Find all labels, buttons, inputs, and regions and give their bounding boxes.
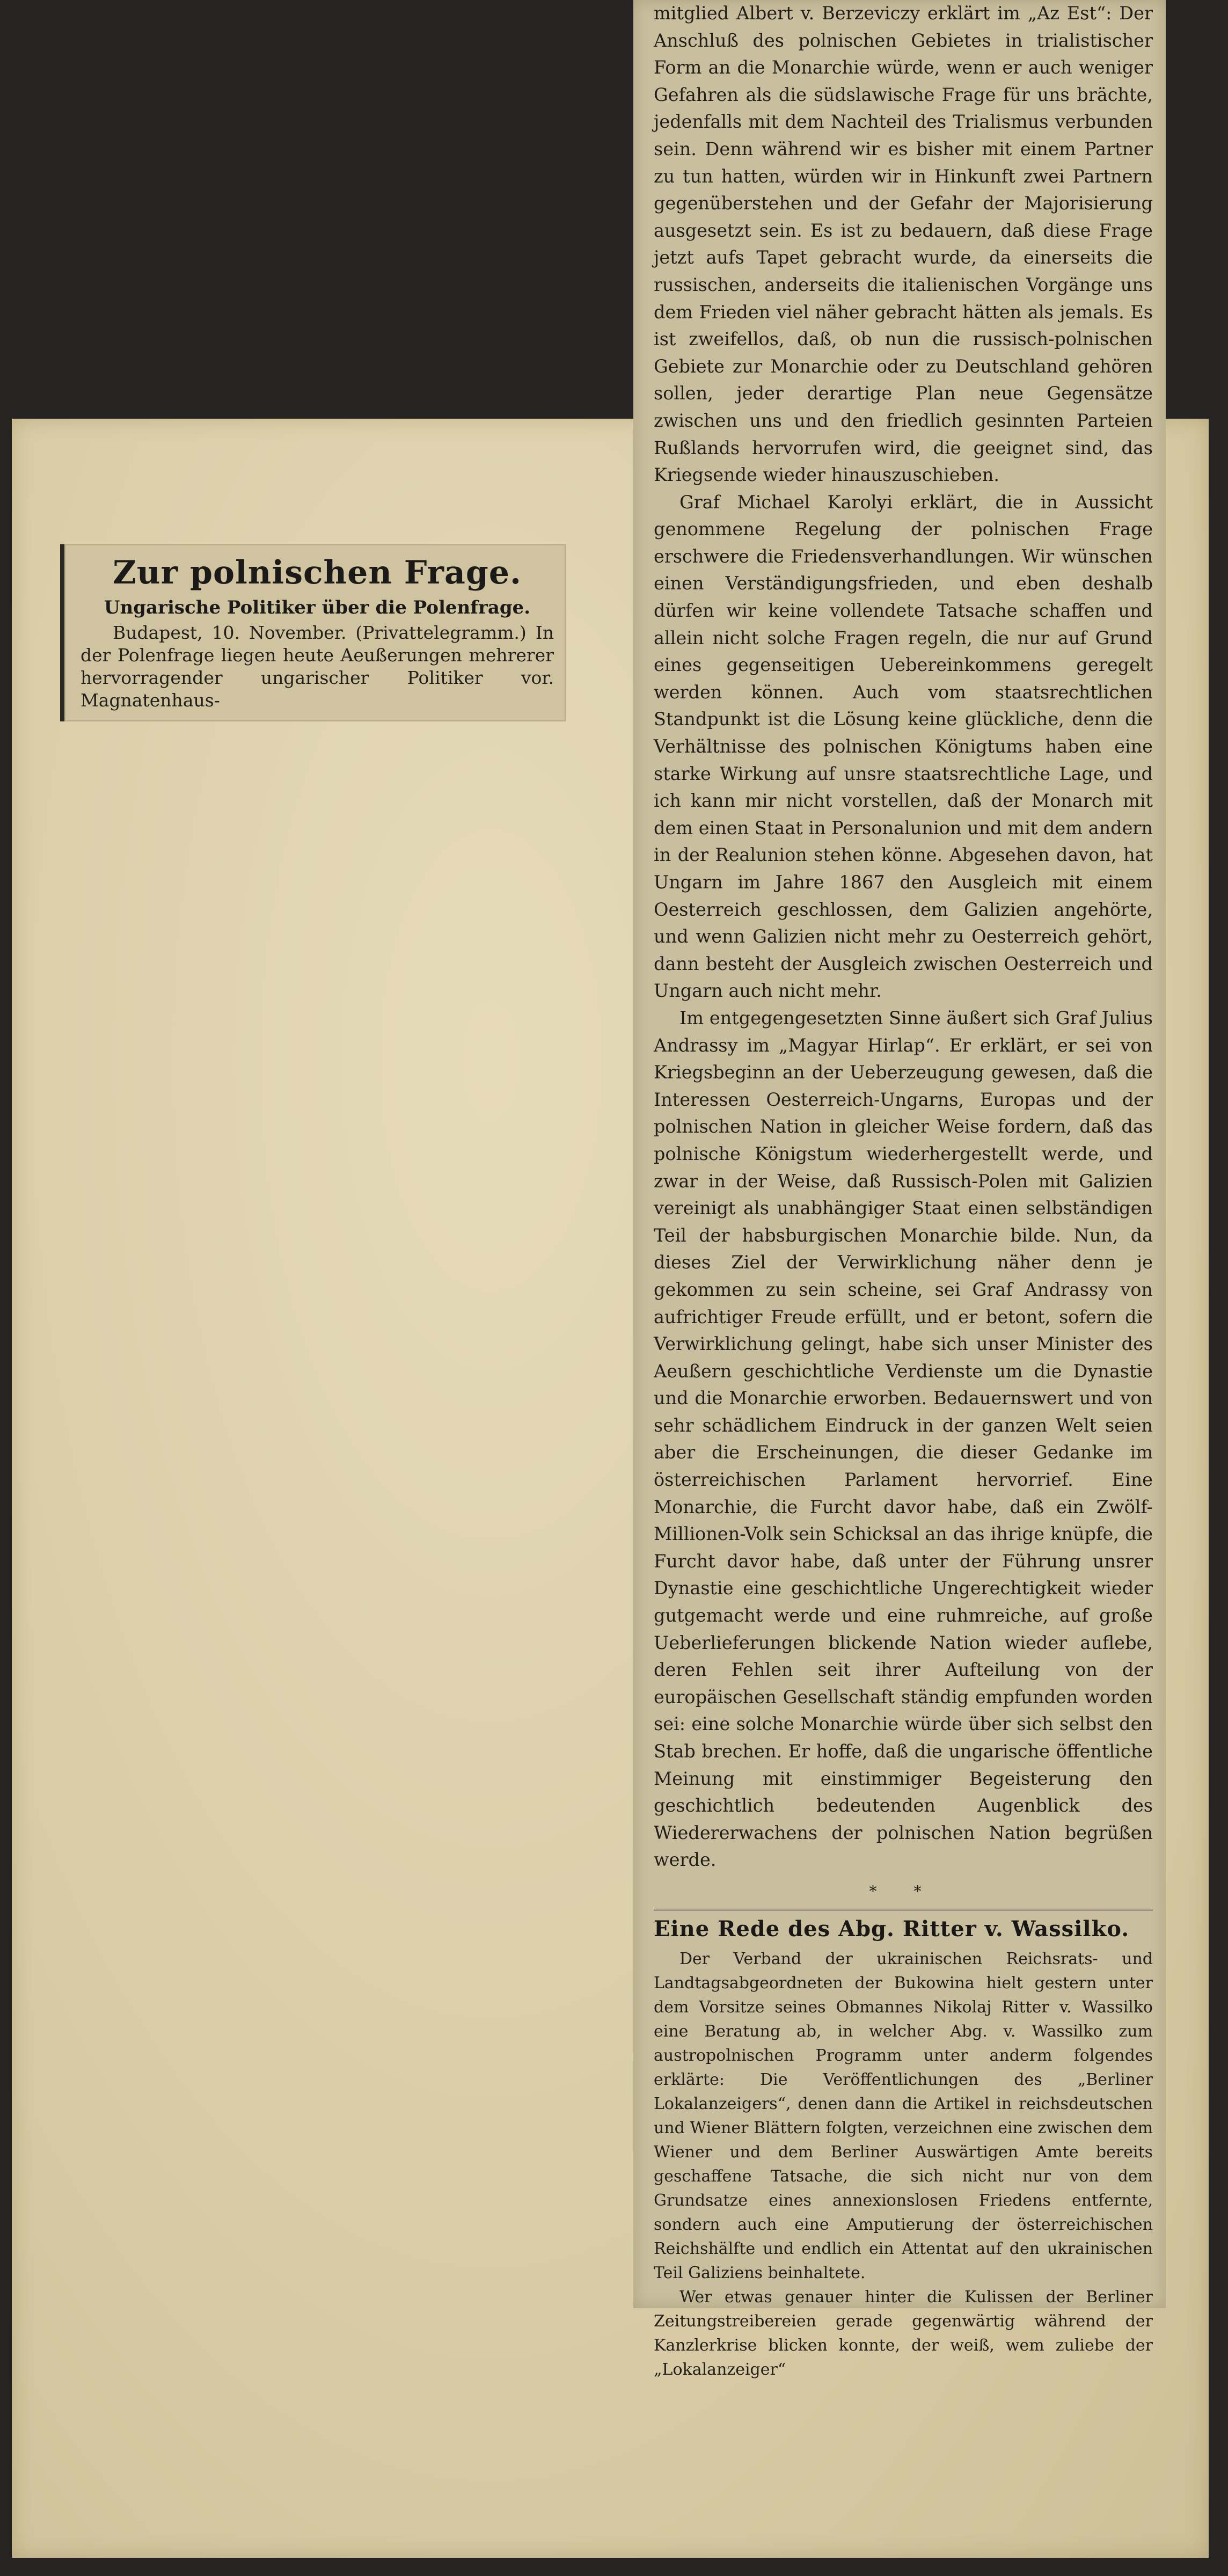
clipping-text: Budapest, 10. November. (Privattelegramm.) In der Polenfrage liegen heute Aeußerungen mehrerer hervorragender ungarischer Politiker vor. Magnatenhaus- xyxy=(81,622,554,711)
torn-edge-marks xyxy=(612,419,624,2244)
right-newspaper-clipping xyxy=(633,0,1166,2380)
article-column xyxy=(654,0,1153,2382)
second-article-paragraph-2: Wer etwas genauer hinter die Kulissen der Berliner Zeitungstreibereien gerade gegenwärtig während der Kanzlerkrise blicken konnte, der weiß, wem zuliebe der „Lokalanzeiger“ xyxy=(654,2288,1153,2380)
left-newspaper-clipping xyxy=(60,544,566,721)
article-paragraph-1: mitglied Albert v. Berzeviczy erklärt im „Az Est“: Der Anschluß des polnischen Gebietes in trialistischer Form an die Monarchie würde, wenn er auch weniger Gefahren als die südslawische Frage für uns brächte, jedenfalls mit dem Nachteil des Trialismus verbunden sein. Denn während wir es bisher mit einem Partner zu tun hatten, würden wir in Hinkunft zwei Partnern gegenüberstehen und der Gefahr der Majorisierung ausgesetzt sein. Es ist zu bedauern, daß diese Frage jetzt aufs Tapet gebracht wurde, da einerseits die russischen, anderseits die italienischen Vorgänge uns dem Frieden viel näher gebracht hätten als jemals. Es ist zweifellos, daß, ob nun die russisch-polnischen Gebiete zur Monarchie oder zu Deutschland gehören sollen, jeder derartige Plan neue Gegensätze zwischen uns und den friedlich gesinnten Parteien Rußlands hervorrufen wird, die geeignet sind, das Kriegsende wieder hinauszuschieben. xyxy=(654,3,1153,486)
article-paragraph-3: Im entgegengesetzten Sinne äußert sich Graf Julius Andrassy im „Magyar Hirlap“. Er erklärt, er sei von Kriegsbeginn an der Ueberzeugung gewesen, daß die Interessen Oesterreich-Ungarns, Europas und der polnischen Nation in gleicher Weise fordern, daß das polnische Königstum wiederhergestellt werde, und zwar in der Weise, daß Russisch-Polen mit Galizien vereinigt als unabhängiger Staat einen selbständigen Teil der habsburgischen Monarchie bilde. Nun, da dieses Ziel der Verwirklichung näher denn je gekommen zu sein scheine, sei Graf Andrassy von aufrichtiger Freude erfüllt, und er betont, sofern die Verwirklichung gelingt, habe sich unser Minister des Aeußern geschichtliche Verdienste um die Dynastie und die Monarchie erworben. Bedauernswert und von sehr schädlichem Eindruck in der ganzen Welt seien aber die Erscheinungen, die dieser Gedanke im österreichischen Parlament hervorrief. Eine Monarchie, die Furcht davor habe, daß ein Zwölf-Millionen-Volk sein Schicksal an das ihrige knüpfe, die Furcht davor habe, daß unter der Führung unsrer Dynastie eine geschichtliche Ungerechtigkeit wieder gutgemacht werde und eine ruhmreiche, auf große Ueberlieferungen blickende Nation wieder auflebe, deren Fehlen seit ihrer Aufteilung von der europäischen Gesellschaft ständig empfunden worden sei: eine solche Monarchie würde über sich selbst den Stab brechen. Er hoffe, daß die ungarische öffentliche Meinung mit einstimmiger Begeisterung den geschichtlich bedeutenden Augenblick des Wiedererwachens der polnischen Nation begrüßen werde. xyxy=(654,1007,1153,1871)
second-article-body xyxy=(654,1947,1153,2382)
clipping-subheadline: Ungarische Politiker über die Polenfrage. xyxy=(104,597,531,618)
article-paragraph-2: Graf Michael Karolyi erklärt, die in Aussicht genommene Regelung der polnischen Frage erschwere die Friedensverhandlungen. Wir wünschen einen Verständigungsfrieden, und eben deshalb dürfen wir keine vollendete Tatsache schaffen und allein nicht solche Fragen regeln, die nur auf Grund eines gegenseitigen Uebereinkommens geregelt werden können. Auch vom staatsrechtlichen Standpunkt ist die Lösung keine glückliche, denn die Verhältnisse des polnischen Königtums haben eine starke Wirkung auf unsre staatsrechtliche Lage, und ich kann mir nicht vorstellen, daß der Monarch mit dem einen Staat in Personalunion und mit dem andern in der Realunion stehen könne. Abgesehen davon, hat Ungarn im Jahre 1867 den Ausgleich mit einem Oesterreich geschlossen, dem Galizien angehörte, und wenn Galizien nicht mehr zu Oesterreich gehört, dann besteht der Ausgleich zwischen Oesterreich und Ungarn auch nicht mehr. xyxy=(654,491,1153,1002)
second-article-headline: Eine Rede des Abg. Ritter v. Wassilko. xyxy=(654,1916,1130,1942)
section-separator: * * xyxy=(869,1882,938,1900)
clipping-headline: Zur polnischen Frage. xyxy=(113,554,522,592)
second-article-paragraph-1: Der Verband der ukrainischen Reichsrats- und Landtagsabgeordneten der Bukowina hielt gestern unter dem Vorsitze seines Obmannes Nikolaj Ritter v. Wassilko eine Beratung ab, in welcher Abg. v. Wassilko zum austropolnischen Programm unter anderm folgendes erklärte: Die Veröffentlichungen des „Berliner Lokalanzeigers“, denen dann die Artikel in reichsdeutschen und Wiener Blättern folgten, verzeichnen eine zwischen dem Wiener und dem Berliner Auswärtigen Amte bereits geschaffene Tatsache, die sich nicht nur von dem Grundsatze eines annexionslosen Friedens entfernte, sondern auch eine Amputierung der österreichischen Reichshälfte und endlich ein Attentat auf den ukrainischen Teil Galiziens beinhaltete. xyxy=(654,1950,1153,2283)
separator-rule xyxy=(654,1909,1153,1910)
